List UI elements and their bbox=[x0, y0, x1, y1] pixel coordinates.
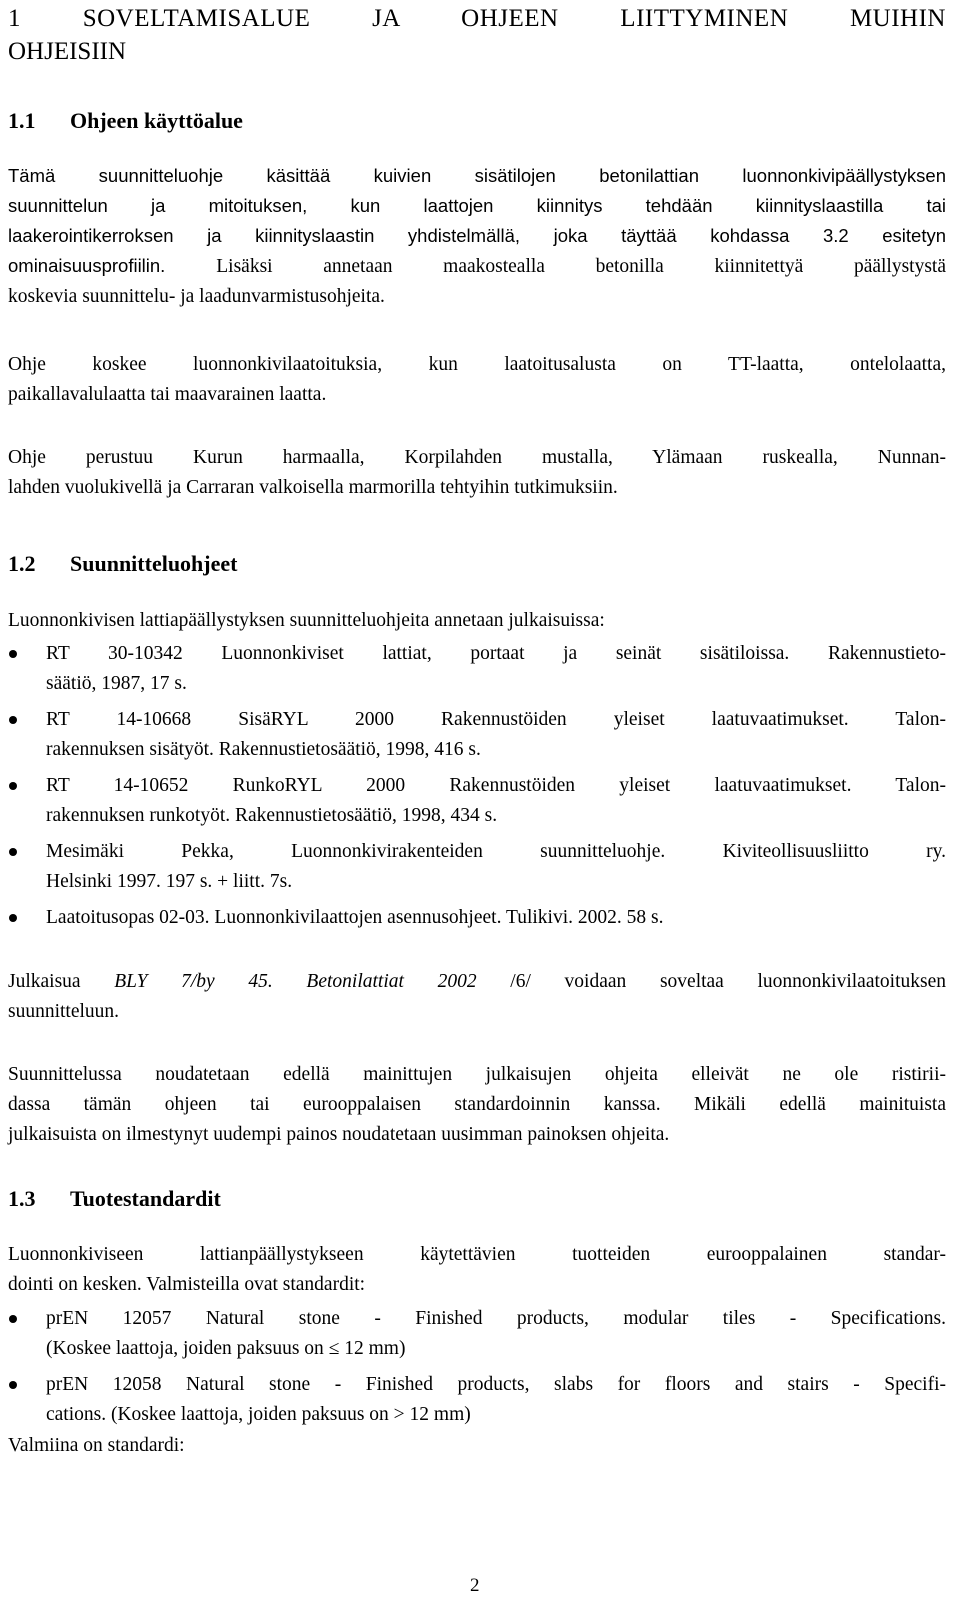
text-line: suunnitteluun. bbox=[8, 1001, 120, 1022]
section-title: Tuotestandardit bbox=[70, 1186, 221, 1211]
list-item bbox=[8, 1304, 946, 1364]
bullet-icon bbox=[9, 914, 17, 922]
publication-title: BLY 7/by 45. Betonilattiat 2002 bbox=[114, 971, 477, 992]
text-line: Luonnonkiviseen lattianpäällystykseen käytettävien tuotteiden eurooppalainen standar- bbox=[8, 1244, 946, 1265]
section-number: 1.1 bbox=[8, 108, 36, 133]
text-line: (Koskee laattoja, joiden paksuus on ≤ 12 mm) bbox=[46, 1338, 406, 1359]
paragraph-existing-standard bbox=[8, 1431, 946, 1461]
paragraph-standards-intro bbox=[8, 1240, 946, 1300]
section-1-title-line2: OHJEISIIN bbox=[8, 38, 127, 65]
section-1-2-heading bbox=[8, 551, 237, 577]
paragraph-bly bbox=[8, 967, 946, 1027]
text-line: prEN 12058 Natural stone - Finished products, slabs for floors and stairs - Specifi- bbox=[46, 1374, 946, 1395]
bullet-icon bbox=[9, 1315, 17, 1323]
text-line: Valmiina on standardi: bbox=[8, 1435, 185, 1456]
section-title: Suunnitteluohjeet bbox=[70, 551, 238, 576]
text-fragment: /6/ voidaan soveltaa luonnonkivilaatoituksen bbox=[476, 971, 946, 992]
section-1-title-line1: 1 SOVELTAMISALUE JA OHJEEN LIITTYMINEN MUIHIN bbox=[8, 5, 946, 32]
bullet-icon bbox=[9, 650, 17, 658]
text-line: paikallavalulaatta tai maavarainen laatta. bbox=[8, 384, 327, 405]
bullet-icon bbox=[9, 782, 17, 790]
section-1-3-heading bbox=[8, 1186, 221, 1212]
text-line: Helsinki 1997. 197 s. + liitt. 7s. bbox=[46, 871, 293, 892]
paragraph-research bbox=[8, 443, 946, 503]
text-line: rakennuksen runkotyöt. Rakennustietosäätiö, 1998, 434 s. bbox=[46, 805, 498, 826]
section-1-1-heading bbox=[8, 108, 243, 134]
text-line: RT 30-10342 Luonnonkiviset lattiat, portaat ja seinät sisätiloissa. Rakennustieto- bbox=[46, 643, 946, 664]
text-line: koskevia suunnittelu- ja laadunvarmistusohjeita. bbox=[8, 286, 385, 307]
bullet-icon bbox=[9, 716, 17, 724]
text-fragment: ominaisuusprofiilin. bbox=[8, 255, 166, 276]
section-1-heading bbox=[8, 2, 946, 68]
text-line bbox=[8, 251, 946, 282]
text-line: RT 14-10668 SisäRYL 2000 Rakennustöiden yleiset laatuvaatimukset. Talon- bbox=[46, 709, 946, 730]
text-line bbox=[8, 967, 946, 997]
list-item bbox=[8, 1370, 946, 1430]
text-fragment: Lisäksi annetaan maakostealla betonilla kiinnitettyä päällystystä bbox=[216, 256, 947, 277]
text-line: dassa tämän ohjeen tai eurooppalaisen standardoinnin kanssa. Mikäli edellä mainituista bbox=[8, 1094, 946, 1115]
text-line: Tämä suunnitteluohje käsittää kuivien sisätilojen betonilattian luonnonkivipäällystyksen bbox=[8, 165, 946, 186]
guides-list bbox=[8, 639, 946, 939]
list-item bbox=[8, 639, 946, 699]
paragraph-guides-intro bbox=[8, 606, 946, 636]
text-line: rakennuksen sisätyöt. Rakennustietosäätiö, 1998, 416 s. bbox=[46, 739, 481, 760]
section-title: Ohjeen käyttöalue bbox=[70, 108, 243, 133]
list-item bbox=[8, 837, 946, 897]
text-fragment: Julkaisua bbox=[8, 971, 115, 992]
bullet-icon bbox=[9, 848, 17, 856]
text-line: Mesimäki Pekka, Luonnonkivirakenteiden suunnitteluohje. Kiviteollisuusliitto ry. bbox=[46, 841, 946, 862]
text-line: suunnittelun ja mitoituksen, kun laattojen kiinnitys tehdään kiinnityslaastilla tai bbox=[8, 195, 946, 216]
text-line: Laatoitusopas 02-03. Luonnonkivilaattojen asennusohjeet. Tulikivi. 2002. 58 s. bbox=[46, 907, 664, 928]
text-line: lahden vuolukivellä ja Carraran valkoisella marmorilla tehtyihin tutkimuksiin. bbox=[8, 477, 618, 498]
text-line: julkaisuista on ilmestynyt uudempi painos noudatetaan uusimman painoksen ohjeita. bbox=[8, 1124, 670, 1145]
text-line: Ohje koskee luonnonkivilaatoituksia, kun laatoitusalusta on TT-laatta, ontelolaatta, bbox=[8, 354, 946, 375]
text-line: cations. (Koskee laattoja, joiden paksuus on > 12 mm) bbox=[46, 1404, 471, 1425]
text-line: säätiö, 1987, 17 s. bbox=[46, 673, 187, 694]
text-line: prEN 12057 Natural stone - Finished products, modular tiles - Specifications. bbox=[46, 1308, 946, 1329]
paragraph-scope bbox=[8, 161, 946, 312]
paragraph-precedence bbox=[8, 1060, 946, 1150]
text-line: dointi on kesken. Valmisteilla ovat standardit: bbox=[8, 1274, 366, 1295]
list-item bbox=[8, 903, 946, 933]
text-line: RT 14-10652 RunkoRYL 2000 Rakennustöiden yleiset laatuvaatimukset. Talon- bbox=[46, 775, 946, 796]
bullet-icon bbox=[9, 1381, 17, 1389]
page-number: 2 bbox=[470, 1575, 480, 1596]
paragraph-substrates bbox=[8, 350, 946, 410]
section-number: 1.2 bbox=[8, 551, 36, 576]
list-item bbox=[8, 771, 946, 831]
text-line: laakerointikerroksen ja kiinnityslaastin yhdistelmällä, joka täyttää kohdassa 3.2 esitetyn bbox=[8, 225, 946, 246]
text-line: Suunnittelussa noudatetaan edellä mainittujen julkaisujen ohjeita elleivät ne ole ristirii- bbox=[8, 1064, 946, 1085]
list-item bbox=[8, 705, 946, 765]
text-line: Ohje perustuu Kurun harmaalla, Korpilahden mustalla, Ylämaan ruskealla, Nunnan- bbox=[8, 447, 946, 468]
text-line: Luonnonkivisen lattiapäällystyksen suunnitteluohjeita annetaan julkaisuissa: bbox=[8, 610, 605, 631]
standards-list bbox=[8, 1304, 946, 1436]
section-number: 1.3 bbox=[8, 1186, 36, 1211]
